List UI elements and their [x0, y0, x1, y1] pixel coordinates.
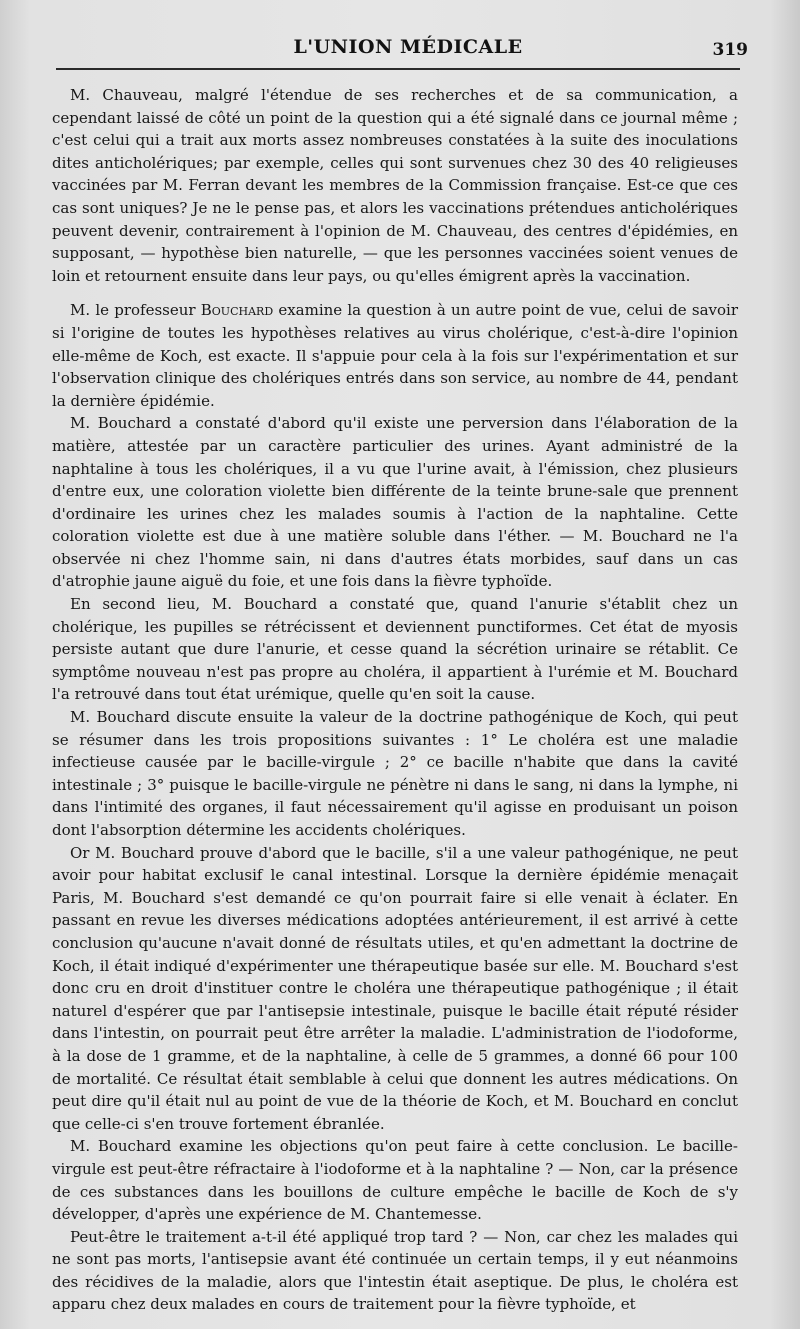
paragraph-bouchard-intro-lead: M. le professeur [70, 301, 201, 320]
journal-title: L'UNION MÉDICALE [293, 36, 523, 58]
header-rule [56, 68, 740, 70]
paragraph-objections: M. Bouchard examine les objections qu'on peut faire à cette conclusion. Le bacille-virgule est peut-être réfractaire à l'iodoforme et à la naphtaline ? — Non, car la présence de ces substances dans les bouillons de culture empêche le bacille de Koch de s'y développer, d'après une expérience de M. Chantemesse. [52, 1137, 738, 1224]
paragraph-bouchard-intro-rest: examine la question à un autre point de vue, celui de savoir si l'origine de toutes les hypothèses relatives au virus cholérique, c'est-à-dire l'opinion elle-même de Koch, est exacte. Il s'appuie pour cela à la fois sur l'expérimentation et sur l'observation clinique des cholériques entrés dans son service, au nombre de 44, pendant la dernière épidémie. [52, 301, 738, 410]
paragraph-traitement-tardif: Peut-être le traitement a-t-il été appliqué trop tard ? — Non, car chez les malades qui ne sont pas morts, l'antisepsie avant été continuée un certain temps, il y eut néanmoins des récidives de la maladie, alors que l'intestin était aseptique. De plus, le choléra est apparu chez deux malades en cours de traitement pour la fièvre typhoïde, et [52, 1227, 738, 1314]
paragraph-therapeutique: Or M. Bouchard prouve d'abord que le bacille, s'il a une valeur pathogénique, ne peut avoir pour habitat exclusif le canal intestinal. Lorsque la dernière épidémie menaçait Paris, M. Bouchard s'est demandé ce qu'on pourrait faire si elle venait à éclater. En passant en revue les diverses médications adoptées antérieurement, il est arrivé à cette conclusion qu'aucune n'avait donné de résultats utiles, et qu'en admettant la doctrine de Koch, il était indiqué d'expérimenter une thérapeutique basée sur elle. M. Bouchard s'est donc cru en droit d'instituer contre le choléra une thérapeutique pathogénique ; il était naturel d'espérer que par l'antisepsie intestinale, puisque le bacille était réputé résider dans l'intestin, on pourrait peut être arrêter la maladie. L'administration de l'iodoforme, à la dose de 1 gramme, et de la naphtaline, à celle de 5 grammes, a donné 66 pour 100 de mortalité. Ce résultat était semblable à celui que donnent les autres médications. On peut dire qu'il était nul au point de vue de la théorie de Koch, et M. Bouchard en conclut que celle-ci s'en trouve fortement ébranlée. [52, 843, 738, 1133]
author-name-smallcaps: Bouchard [200, 301, 274, 320]
paragraph-bouchard-intro [52, 299, 738, 412]
paragraph-urines: M. Bouchard a constaté d'abord qu'il existe une perversion dans l'élaboration de la matière, attestée par un caractère particulier des urines. Ayant administré de la naphtaline à tous les cholériques, il a vu que l'urine avait, à l'émission, chez plusieurs d'entre eux, une coloration violette bien différente de la teinte brune-sale que prennent d'ordinaire les urines chez les malades soumis à l'action de la naphtaline. Cette coloration violette est due à une matière soluble dans l'éther. — M. Bouchard ne l'a observée ni chez l'homme sain, ni dans d'autres états morbides, sauf dans un cas d'atrophie jaune aiguë du foie, et une fois dans la fièvre typhoïde. [52, 414, 738, 591]
paragraph-chauveau: M. Chauveau, malgré l'étendue de ses recherches et de sa communication, a cependant laissé de côté un point de la question qui a été signalé dans ce journal même ; c'est celui qui a trait aux morts assez nombreuses constatées à la suite des inoculations dites anticholériques; par exemple, celles qui sont survenues chez 30 des 40 religieuses vaccinées par M. Ferran devant les membres de la Commission française. Est-ce que ces cas sont uniques? Je ne le pense pas, et alors les vaccinations prétendues anticholériques peuvent devenir, contrairement à l'opinion de M. Chauveau, des centres d'épidémies, en supposant, — hypothèse bien naturelle, — que les personnes vaccinées soient venues de loin et retournent ensuite dans leur pays, ou qu'elles émigrent après la vaccination. [52, 86, 738, 285]
article-body [52, 84, 738, 1316]
paragraph-doctrine-koch: M. Bouchard discute ensuite la valeur de la doctrine pathogénique de Koch, qui peut se résumer dans les trois propositions suivantes : 1° Le choléra est une maladie infectieuse causée par le bacille-virgule ; 2° ce bacille n'habite que dans la cavité intestinale ; 3° puisque le bacille-virgule ne pénètre ni dans le sang, ni dans la lymphe, ni dans l'intimité des organes, il faut nécessairement qu'il agisse en produisant un poison dont l'absorption détermine les accidents cholériques. [52, 708, 738, 839]
running-head [56, 32, 760, 64]
page-number: 319 [712, 40, 748, 60]
paragraph-anurie: En second lieu, M. Bouchard a constaté que, quand l'anurie s'établit chez un cholérique, les pupilles se rétrécissent et deviennent punctiformes. Cet état de myosis persiste autant que dure l'anurie, et cesse quand la sécrétion urinaire se rétablit. Ce symptôme nouveau n'est pas propre au choléra, il appartient à l'urémie et M. Bouchard l'a retrouvé dans tout état urémique, quelle qu'en soit la cause. [52, 595, 738, 704]
